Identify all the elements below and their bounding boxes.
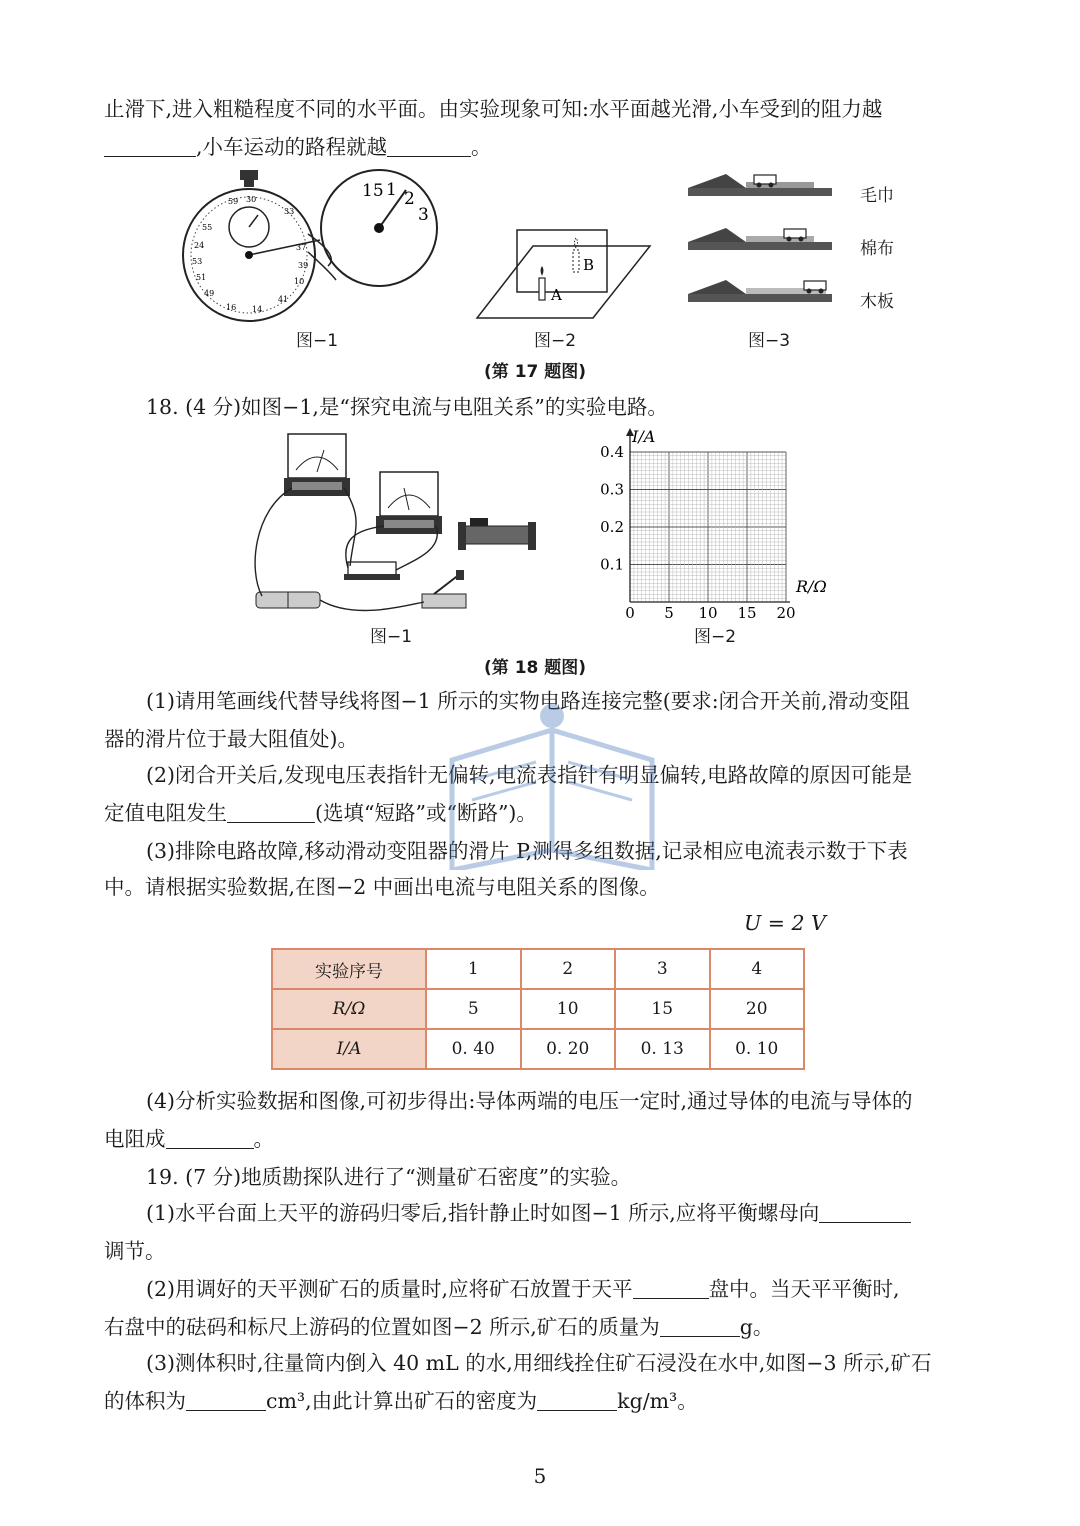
stopwatch-figure: [180, 168, 450, 328]
dial-number: 1: [386, 180, 397, 200]
q18-fig2-caption: 图−2: [694, 627, 737, 647]
svg-text:16: 16: [226, 303, 237, 312]
q19-p1-text: (1)水平台面上天平的游码归零后,指针静止时如图−1 所示,应将平衡螺母向: [146, 1201, 820, 1225]
svg-text:53: 53: [192, 257, 203, 266]
svg-text:59: 59: [228, 197, 239, 206]
surface-label-cotton: 棉布: [860, 239, 894, 259]
answer-blank[interactable]: [537, 1390, 617, 1411]
svg-text:55: 55: [202, 223, 213, 232]
page-number: 5: [533, 1464, 547, 1488]
q17-text-line1: 止滑下,进入粗糙程度不同的水平面。由实验现象可知:水平面越光滑,小车受到的阻力越: [104, 97, 883, 121]
q19-p2-line2: [104, 1314, 978, 1340]
table-cell: 5: [426, 989, 521, 1029]
voltmeter: [376, 472, 442, 534]
table-cell: 0. 40: [426, 1029, 521, 1069]
q19-p2-text-c: 右盘中的砝码和标尺上游码的位置如图−2 所示,矿石的质量为: [104, 1315, 660, 1339]
surface-towel: [688, 174, 832, 196]
dial-number: 3: [418, 205, 429, 225]
answer-blank[interactable]: [819, 1202, 911, 1223]
q19-p2-line1: [146, 1276, 978, 1302]
answer-blank[interactable]: [166, 1128, 254, 1149]
svg-text:49: 49: [204, 289, 215, 298]
svg-text:30: 30: [246, 195, 257, 204]
svg-text:33: 33: [284, 207, 295, 216]
x-tick-label: 20: [776, 604, 796, 622]
q18-p2-text-a: 定值电阻发生: [104, 801, 227, 825]
q19-p3-line1: (3)测体积时,往量筒内倒入 40 mL 的水,用细线拴住矿石浸没在水中,如图−3 所示,矿石: [146, 1351, 932, 1375]
q19-p3-text-b: cm³,由此计算出矿石的密度为: [266, 1389, 538, 1413]
current-resistance-chart: [594, 424, 844, 624]
q19-p2-text-d: g。: [739, 1315, 774, 1339]
table-cell: 0. 13: [615, 1029, 710, 1069]
q18-p2-text-b: (选填“短路”或“断路”)。: [315, 801, 537, 825]
battery: [256, 592, 320, 608]
y-tick-label: 0.2: [600, 518, 624, 536]
svg-text:41: 41: [278, 295, 289, 304]
surface-cotton: [688, 228, 832, 250]
q18-fig1-caption: 图−1: [370, 627, 413, 647]
table-cell: 0. 10: [710, 1029, 805, 1069]
answer-blank[interactable]: [387, 136, 471, 157]
q18-p2-line1: (2)闭合开关后,发现电压表指针无偏转,电流表指针有明显偏转,电路故障的原因可能是: [146, 763, 913, 787]
x-axis-label: R/Ω: [796, 577, 827, 596]
surface-label-board: 木板: [860, 292, 894, 312]
x-tick-label: 10: [698, 604, 718, 622]
table-cell: 3: [615, 949, 710, 989]
candle-a: [539, 278, 545, 300]
svg-text:24: 24: [194, 241, 205, 250]
q18-p1-line2: 器的滑片位于最大阻值处)。: [104, 727, 358, 751]
incline-surfaces-figure: [686, 170, 846, 320]
answer-blank[interactable]: [186, 1390, 266, 1411]
table-cell: 4: [710, 949, 805, 989]
q18-p4-text-a: 电阻成: [104, 1127, 166, 1151]
x-tick-label: 0: [625, 604, 635, 622]
q19-p3-line2: [104, 1388, 978, 1414]
dial-number: 15: [362, 181, 384, 201]
svg-text:51: 51: [196, 273, 207, 282]
q18-figure-title: (第 18 题图): [484, 658, 587, 678]
table-cell: 10: [521, 989, 616, 1029]
table-r-label: R/Ω: [272, 989, 426, 1029]
q19-p3-text-c: kg/m³。: [617, 1389, 698, 1413]
rheostat: [458, 518, 536, 550]
q19-p1-line1: [146, 1200, 978, 1226]
label-a: A: [551, 286, 562, 304]
table-cell: 2: [521, 949, 616, 989]
y-tick-label: 0.1: [600, 555, 624, 574]
table-plane: [477, 246, 650, 318]
ammeter: [284, 434, 350, 496]
q18-p2-line2: [104, 800, 978, 826]
answer-blank[interactable]: [660, 1316, 740, 1337]
surface-board: [688, 280, 832, 302]
table-cell: 15: [615, 989, 710, 1029]
q18-stem: 18. (4 分)如图−1,是“探究电流与电阻关系”的实验电路。: [146, 395, 668, 419]
x-tick-label: 15: [737, 604, 757, 622]
q18-p4-line2: [104, 1126, 978, 1152]
q18-p3-line2: 中。请根据实验数据,在图−2 中画出电流与电阻关系的图像。: [104, 875, 660, 899]
q17-fig1-caption: 图−1: [296, 331, 339, 351]
table-cell: 0. 20: [521, 1029, 616, 1069]
q17-figure-title: (第 17 题图): [484, 362, 587, 382]
plane-mirror-figure: [475, 226, 655, 322]
q17-line2-text: ,小车运动的路程就越: [196, 135, 388, 159]
surface-label-towel: 毛巾: [860, 186, 894, 206]
table-i-label: I/A: [272, 1029, 426, 1069]
q18-p4-line1: (4)分析实验数据和图像,可初步得出:导体两端的电压一定时,通过导体的电流与导体的: [146, 1089, 913, 1113]
table-cell: 1: [426, 949, 521, 989]
q18-p1-line1: (1)请用笔画线代替导线将图−1 所示的实物电路连接完整(要求:闭合开关前,滑动变阻: [146, 689, 910, 713]
q19-p2-text-b: 盘中。当天平平衡时,: [708, 1277, 900, 1301]
q19-p1-line2: 调节。: [104, 1239, 166, 1263]
label-b: B: [583, 256, 595, 274]
x-tick-label: 5: [664, 604, 674, 622]
data-table: [271, 948, 805, 1070]
y-tick-label: 0.3: [600, 480, 624, 499]
q19-p2-text-a: (2)用调好的天平测矿石的质量时,应将矿石放置于天平: [146, 1277, 633, 1301]
q19-stem: 19. (7 分)地质勘探队进行了“测量矿石密度”的实验。: [146, 1165, 632, 1189]
fixed-resistor: [344, 562, 400, 580]
dial-number: 2: [404, 189, 415, 209]
answer-blank[interactable]: [633, 1278, 709, 1299]
answer-blank[interactable]: [227, 802, 315, 823]
svg-text:37: 37: [296, 243, 307, 252]
q17-fig2-caption: 图−2: [534, 331, 577, 351]
svg-text:10: 10: [294, 277, 305, 286]
answer-blank[interactable]: [104, 136, 196, 157]
switch: [422, 570, 466, 608]
stopwatch-crown: [240, 170, 258, 180]
voltage-note: U = 2 V: [744, 911, 826, 935]
svg-text:14: 14: [252, 305, 263, 314]
table-cell: 20: [710, 989, 805, 1029]
q18-p4-text-b: 。: [253, 1127, 274, 1151]
q18-p3-line1: (3)排除电路故障,移动滑动变阻器的滑片 P,测得多组数据,记录相应电流表示数于下表: [146, 839, 908, 863]
table-header-label: 实验序号: [272, 949, 426, 989]
q19-p3-text-a: 的体积为: [104, 1389, 186, 1413]
circuit-figure: [244, 430, 554, 620]
q17-line2-end: 。: [471, 135, 492, 159]
q17-text-line2: [104, 134, 978, 160]
svg-text:39: 39: [298, 261, 309, 270]
y-tick-label: 0.4: [600, 443, 624, 461]
y-axis-label: I/A: [632, 427, 656, 446]
q17-fig3-caption: 图−3: [748, 331, 791, 351]
chart-grid: [630, 452, 786, 602]
